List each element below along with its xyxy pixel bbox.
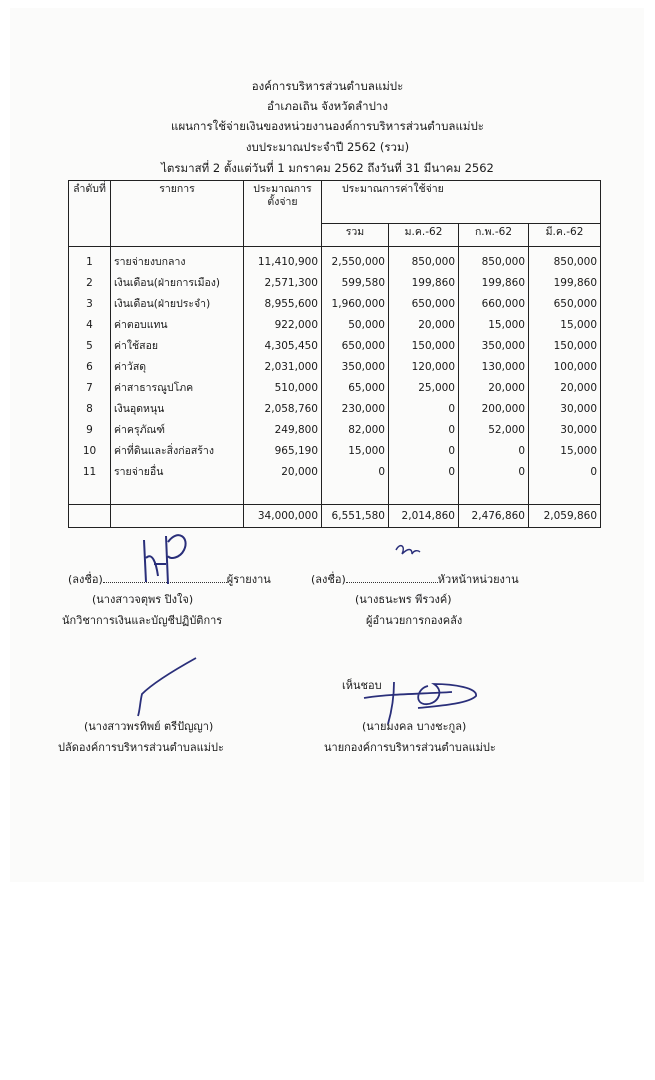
row-total-cell: 82,000	[322, 420, 389, 441]
row-mar-cell: 199,860	[529, 273, 601, 294]
row-jan-cell: 650,000	[389, 294, 459, 315]
row-feb-cell: 0	[459, 441, 529, 462]
row-jan-cell: 20,000	[389, 315, 459, 336]
table-row	[69, 273, 601, 294]
row-jan-cell: 0	[389, 462, 459, 483]
clerk-name: (นางสาวพรทิพย์ ตรีปัญญา)	[84, 720, 214, 733]
row-mar-cell: 15,000	[529, 315, 601, 336]
col-feb-header: ก.พ.-62	[459, 224, 529, 247]
row-total-cell: 599,580	[322, 273, 389, 294]
total-jan: 2,014,860	[389, 505, 459, 528]
table-row	[69, 441, 601, 462]
row-total-cell: 0	[322, 462, 389, 483]
table-row	[69, 462, 601, 483]
row-item-cell: ค่าสาธารณูปโภค	[111, 378, 244, 399]
row-budget-cell: 510,000	[244, 378, 322, 399]
row-no-cell: 4	[69, 315, 111, 336]
row-jan-cell: 199,860	[389, 273, 459, 294]
row-no-cell: 11	[69, 462, 111, 483]
row-total-cell: 650,000	[322, 336, 389, 357]
spacer-cell	[322, 483, 389, 505]
col-item-header: รายการ	[111, 181, 244, 247]
row-jan-cell: 0	[389, 441, 459, 462]
total-feb: 2,476,860	[459, 505, 529, 528]
clerk-signature	[126, 654, 202, 718]
table-row	[69, 378, 601, 399]
row-jan-cell: 850,000	[389, 247, 459, 274]
mayor-title: นายกองค์การบริหารส่วนตำบลแม่ปะ	[324, 741, 496, 754]
col-total-header: รวม	[322, 224, 389, 247]
row-total-cell: 65,000	[322, 378, 389, 399]
row-feb-cell: 200,000	[459, 399, 529, 420]
total-budget: 34,000,000	[244, 505, 322, 528]
row-no-cell: 6	[69, 357, 111, 378]
row-feb-cell: 130,000	[459, 357, 529, 378]
row-item-cell: ค่าวัสดุ	[111, 357, 244, 378]
row-jan-cell: 150,000	[389, 336, 459, 357]
spacer-cell	[69, 483, 111, 505]
row-budget-cell: 965,190	[244, 441, 322, 462]
total-sum: 6,551,580	[322, 505, 389, 528]
spacer-cell	[389, 483, 459, 505]
table-row	[69, 315, 601, 336]
org-name: องค์การบริหารส่วนตำบลแม่ปะ	[251, 79, 404, 93]
head-sign-line	[311, 573, 519, 587]
col-mar-header: มี.ค.-62	[529, 224, 601, 247]
row-feb-cell: 199,860	[459, 273, 529, 294]
fiscal-year: งบประมาณประจำปี 2562 (รวม)	[245, 140, 410, 154]
budget-rows	[69, 247, 601, 505]
row-feb-cell: 0	[459, 462, 529, 483]
sign-prefix: (ลงชื่อ)	[311, 573, 346, 586]
reporter-title: นักวิชาการเงินและบัญชีปฏิบัติการ	[62, 614, 223, 627]
spacer-cell	[111, 483, 244, 505]
head-signature	[390, 540, 424, 566]
row-no-cell: 2	[69, 273, 111, 294]
col-budget-line1: ประมาณการ	[253, 183, 312, 195]
row-mar-cell: 20,000	[529, 378, 601, 399]
row-feb-cell: 15,000	[459, 315, 529, 336]
table-row	[69, 420, 601, 441]
mayor-signature	[358, 674, 488, 730]
row-jan-cell: 120,000	[389, 357, 459, 378]
row-budget-cell: 922,000	[244, 315, 322, 336]
table-row	[69, 336, 601, 357]
mayor-name: (นายมงคล บางชะกูล)	[362, 720, 467, 733]
table-row	[69, 399, 601, 420]
col-jan-header: ม.ค.-62	[389, 224, 459, 247]
spacer-cell	[244, 483, 322, 505]
row-item-cell: เงินเดือน(ฝ่ายการเมือง)	[111, 273, 244, 294]
row-mar-cell: 650,000	[529, 294, 601, 315]
table-row	[69, 247, 601, 274]
row-mar-cell: 150,000	[529, 336, 601, 357]
row-item-cell: ค่าครุภัณฑ์	[111, 420, 244, 441]
row-mar-cell: 30,000	[529, 420, 601, 441]
table-row	[69, 357, 601, 378]
row-feb-cell: 660,000	[459, 294, 529, 315]
clerk-title: ปลัดองค์การบริหารส่วนตำบลแม่ปะ	[58, 741, 224, 754]
spacer-cell	[529, 483, 601, 505]
row-item-cell: ค่าที่ดินและสิ่งก่อสร้าง	[111, 441, 244, 462]
row-jan-cell: 25,000	[389, 378, 459, 399]
row-jan-cell: 0	[389, 420, 459, 441]
row-budget-cell: 11,410,900	[244, 247, 322, 274]
row-mar-cell: 15,000	[529, 441, 601, 462]
sign-prefix: (ลงชื่อ)	[68, 573, 103, 586]
reporter-role: ผู้รายงาน	[226, 573, 271, 586]
row-budget-cell: 2,058,760	[244, 399, 322, 420]
row-mar-cell: 0	[529, 462, 601, 483]
quarter-period: ไตรมาสที่ 2 ตั้งแต่วันที่ 1 มกราคม 2562 ถึงวันที่ 31 มีนาคม 2562	[161, 161, 494, 175]
row-no-cell: 1	[69, 247, 111, 274]
row-no-cell: 3	[69, 294, 111, 315]
row-item-cell: รายจ่ายอื่น	[111, 462, 244, 483]
row-item-cell: รายจ่ายงบกลาง	[111, 247, 244, 274]
col-spend-header: ประมาณการค่าใช้จ่าย	[322, 181, 601, 224]
row-budget-cell: 2,031,000	[244, 357, 322, 378]
head-name: (นางธนะพร พีรวงค์)	[355, 593, 452, 606]
table-row	[69, 294, 601, 315]
row-item-cell: เงินเดือน(ฝ่ายประจำ)	[111, 294, 244, 315]
row-feb-cell: 52,000	[459, 420, 529, 441]
row-budget-cell: 2,571,300	[244, 273, 322, 294]
row-no-cell: 5	[69, 336, 111, 357]
row-total-cell: 350,000	[322, 357, 389, 378]
row-no-cell: 8	[69, 399, 111, 420]
head-role: หัวหน้าหน่วยงาน	[437, 573, 519, 586]
plan-title: แผนการใช้จ่ายเงินของหน่วยงานองค์การบริหารส่วนตำบลแม่ปะ	[171, 119, 484, 133]
reporter-name: (นางสาวจตุพร ปิงใจ)	[92, 593, 194, 606]
row-total-cell: 50,000	[322, 315, 389, 336]
row-total-cell: 2,550,000	[322, 247, 389, 274]
row-mar-cell: 850,000	[529, 247, 601, 274]
row-total-cell: 1,960,000	[322, 294, 389, 315]
row-item-cell: ค่าตอบแทน	[111, 315, 244, 336]
row-total-cell: 15,000	[322, 441, 389, 462]
district-name: อำเภอเถิน จังหวัดลำปาง	[267, 99, 388, 113]
row-total-cell: 230,000	[322, 399, 389, 420]
row-no-cell: 10	[69, 441, 111, 462]
row-mar-cell: 30,000	[529, 399, 601, 420]
row-feb-cell: 20,000	[459, 378, 529, 399]
row-budget-cell: 249,800	[244, 420, 322, 441]
head-title: ผู้อำนวยการกองคลัง	[366, 614, 463, 627]
row-budget-cell: 4,305,450	[244, 336, 322, 357]
row-no-cell: 9	[69, 420, 111, 441]
col-no-header: ลำดับที่	[69, 181, 111, 247]
row-jan-cell: 0	[389, 399, 459, 420]
approve-label: เห็นชอบ	[342, 679, 382, 692]
total-mar: 2,059,860	[529, 505, 601, 528]
row-no-cell: 7	[69, 378, 111, 399]
budget-table	[68, 180, 601, 528]
row-item-cell: เงินอุดหนุน	[111, 399, 244, 420]
table-spacer-row	[69, 483, 601, 505]
reporter-signature	[130, 522, 200, 588]
total-label-cell	[69, 505, 111, 528]
row-item-cell: ค่าใช้สอย	[111, 336, 244, 357]
spacer-cell	[459, 483, 529, 505]
col-budget-header	[244, 181, 322, 247]
row-feb-cell: 850,000	[459, 247, 529, 274]
row-budget-cell: 20,000	[244, 462, 322, 483]
row-budget-cell: 8,955,600	[244, 294, 322, 315]
col-budget-line2: ตั้งจ่าย	[267, 196, 298, 208]
row-mar-cell: 100,000	[529, 357, 601, 378]
row-feb-cell: 350,000	[459, 336, 529, 357]
